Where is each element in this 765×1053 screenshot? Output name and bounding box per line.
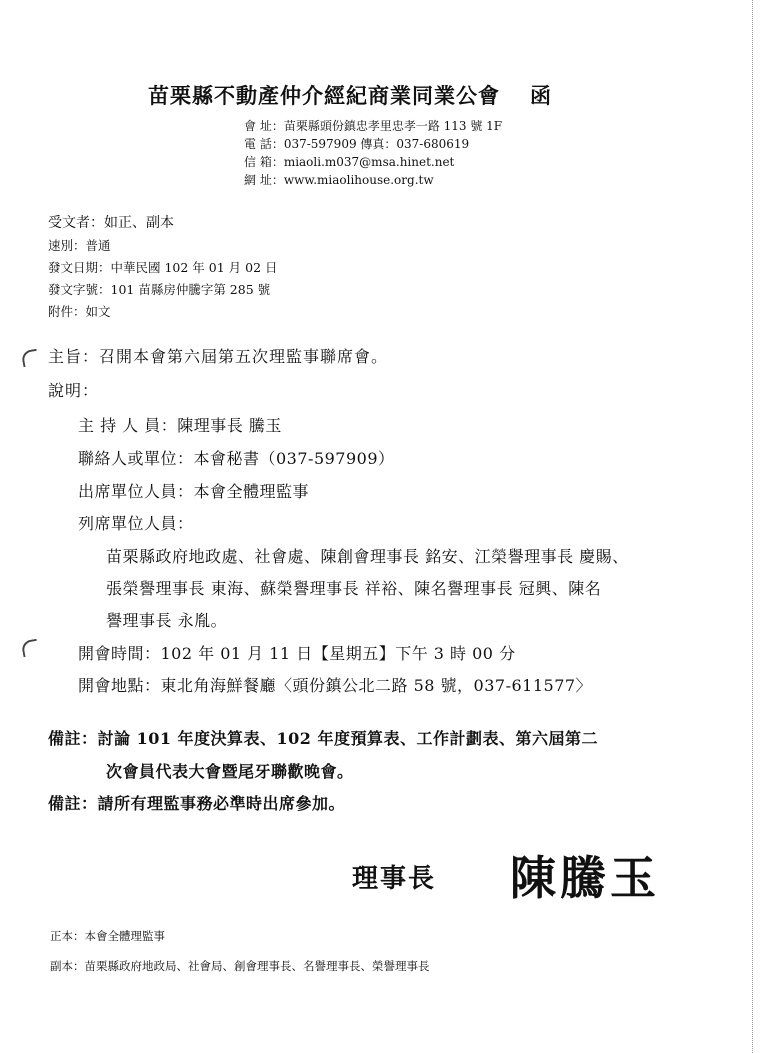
meeting-place-line: 開會地點：東北角海鮮餐廳〈頭份鎮公北二路 58 號，037-611577〉 (78, 676, 593, 695)
observers-line: 譽理事長 永胤。 (106, 611, 228, 630)
punch-hole-mark (21, 639, 40, 658)
letterhead-title (148, 80, 552, 110)
email-line: 信 箱：miaoli.m037@msa.hinet.net (244, 155, 455, 169)
explanation-label: 說明： (48, 381, 100, 400)
note-line-continued: 次會員代表大會暨尾牙聯歡晚會。 (106, 762, 354, 781)
address-line: 會 址：苗栗縣頭份鎮忠孝里忠孝一路 113 號 1F (244, 119, 503, 133)
recipient-line: 受文者：如正、副本 (48, 215, 174, 231)
observers-label: 列席單位人員： (78, 514, 194, 533)
note-line: 備註：請所有理監事務必準時出席參加。 (48, 794, 346, 813)
website-line: 網 址：www.miaolihouse.org.tw (244, 173, 434, 187)
chairman-title: 理事長 (352, 864, 437, 894)
main-copy-line: 正本：本會全體理監事 (50, 929, 165, 943)
cc-line: 副本：苗栗縣政府地政局、社會局、創會理事長、名譽理事長、榮譽理事長 (50, 959, 430, 973)
host-line: 主 持 人 員：陳理事長 騰玉 (78, 416, 282, 435)
phone-line: 電 話：037-597909 傳真：037-680619 (244, 137, 470, 151)
observers-line: 張榮譽理事長 東海、蘇榮譽理事長 祥裕、陳名譽理事長 冠興、陳名 (106, 579, 602, 598)
issue-date-line: 發文日期：中華民國 102 年 01 月 02 日 (48, 260, 278, 275)
signature-name: 陳騰玉 (510, 851, 660, 905)
document-type: 函 (530, 83, 552, 108)
speed-line: 速別：普通 (48, 238, 111, 253)
note-line: 備註：討論 101 年度決算表、102 年度預算表、工作計劃表、第六屆第二 (48, 729, 599, 748)
subject-line: 主旨：召開本會第六屆第五次理監事聯席會。 (48, 347, 389, 366)
punch-hole-mark (21, 349, 40, 368)
organization-name: 苗栗縣不動產仲介經紀商業同業公會 (148, 83, 500, 108)
scan-edge (752, 0, 765, 1053)
attachment-line: 附件：如文 (48, 304, 111, 319)
attendees-line: 出席單位人員：本會全體理監事 (78, 482, 310, 501)
contact-line: 聯絡人或單位：本會秘書（037-597909） (78, 449, 395, 468)
meeting-time-line: 開會時間：102 年 01 月 11 日【星期五】下午 3 時 00 分 (78, 644, 516, 663)
document-number-line: 發文字號：101 苗縣房仲騰字第 285 號 (48, 282, 271, 297)
observers-line: 苗栗縣政府地政處、社會處、陳創會理事長 銘安、江榮譽理事長 慶賜、 (106, 547, 629, 566)
